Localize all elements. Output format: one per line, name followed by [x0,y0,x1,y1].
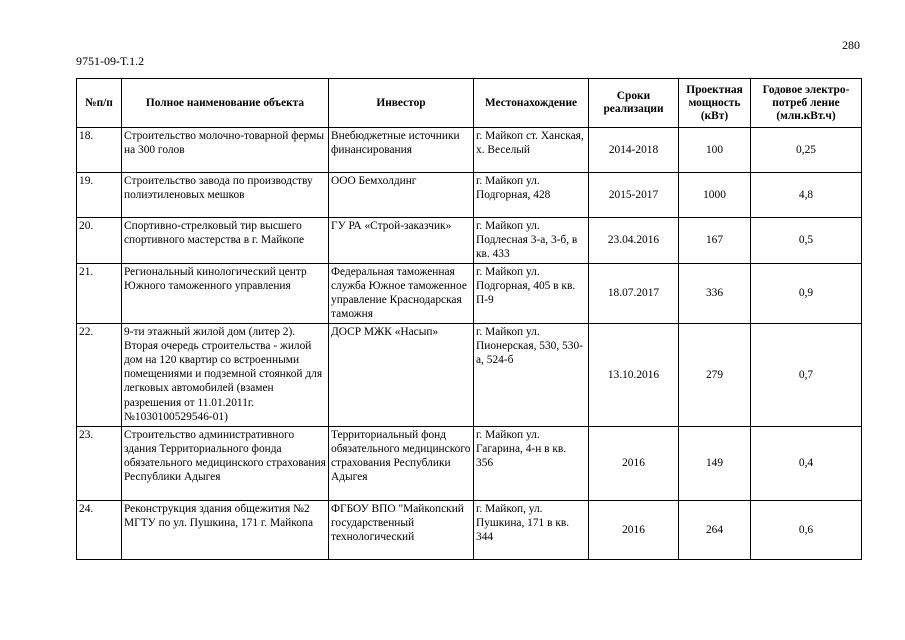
cell-consumption: 4,8 [751,173,862,218]
header-num: №п/п [77,79,122,128]
cell-period: 23.04.2016 [589,218,679,264]
cell-name: 9-ти этажный жилой дом (литер 2). Вторая очередь строительства - жилой дом на 120 квартир со встроенными помещениями и подземной стоянкой для легковых автомобилей (взамен разрешения от 11.01.2011г. №1030100529546-01) [122,323,329,426]
header-name: Полное наименование объекта [122,79,329,128]
table-row [77,173,862,218]
table-row [77,128,862,173]
cell-power: 100 [679,128,751,173]
cell-name: Региональный кинологический центр Южного таможенного управления [122,263,329,323]
header-investor: Инвестор [329,79,474,128]
cell-consumption: 0,4 [751,426,862,500]
cell-num: 22. [77,323,122,426]
header-period: Сроки реализации [589,79,679,128]
cell-consumption: 0,6 [751,500,862,559]
cell-period: 2016 [589,500,679,559]
cell-location: г. Майкоп ул. Подгорная, 405 в кв. П-9 [474,263,589,323]
cell-location: г. Майкоп ул. Подгорная, 428 [474,173,589,218]
cell-investor: ГУ РА «Строй-заказчик» [329,218,474,264]
cell-investor: Внебюджетные источники финансирования [329,128,474,173]
table-row [77,426,862,500]
cell-name: Строительство административного здания Территориального фонда обязательного медицинского страхования Республики Адыгея [122,426,329,500]
cell-period: 2016 [589,426,679,500]
cell-power: 279 [679,323,751,426]
cell-investor: ДОСР МЖК «Насып» [329,323,474,426]
cell-name: Спортивно-стрелковый тир высшего спортивного мастерства в г. Майкопе [122,218,329,264]
cell-num: 20. [77,218,122,264]
table-row [77,263,862,323]
cell-period: 2014-2018 [589,128,679,173]
header-consumption: Годовое электро-потреб ление (млн.кВт.ч) [751,79,862,128]
cell-consumption: 0,9 [751,263,862,323]
cell-location: г. Майкоп ул. Гагарина, 4-н в кв. 356 [474,426,589,500]
cell-period: 18.07.2017 [589,263,679,323]
cell-consumption: 0,25 [751,128,862,173]
cell-location: г. Майкоп ул. Подлесная 3-а, 3-б, в кв. 433 [474,218,589,264]
objects-table [76,78,862,560]
table-row [77,323,862,426]
cell-investor: Территориальный фонд обязательного медицинского страхования Республики Адыгея [329,426,474,500]
table-row [77,500,862,559]
cell-name: Строительство завода по производству полиэтиленовых мешков [122,173,329,218]
cell-investor: ФГБОУ ВПО "Майкопский государственный технологический [329,500,474,559]
table-header-row [77,79,862,128]
page-number: 280 [842,38,860,52]
cell-num: 21. [77,263,122,323]
cell-power: 264 [679,500,751,559]
cell-name: Реконструкция здания общежития №2 МГТУ по ул. Пушкина, 171 г. Майкопа [122,500,329,559]
cell-location: г. Майкоп ст. Ханская, х. Веселый [474,128,589,173]
table-row [77,218,862,264]
header-location: Местонахождение [474,79,589,128]
cell-name: Строительство молочно-товарной фермы на 300 голов [122,128,329,173]
cell-investor: ООО Бемхолдинг [329,173,474,218]
cell-investor: Федеральная таможенная служба Южное таможенное управление Краснодарская таможня [329,263,474,323]
header-power: Проектная мощность (кВт) [679,79,751,128]
cell-power: 149 [679,426,751,500]
cell-num: 24. [77,500,122,559]
cell-num: 19. [77,173,122,218]
cell-num: 23. [77,426,122,500]
cell-location: г. Майкоп ул. Пионерская, 530, 530-а, 524-б [474,323,589,426]
cell-num: 18. [77,128,122,173]
cell-location: г. Майкоп, ул. Пушкина, 171 в кв. 344 [474,500,589,559]
cell-consumption: 0,5 [751,218,862,264]
cell-consumption: 0,7 [751,323,862,426]
cell-period: 13.10.2016 [589,323,679,426]
cell-power: 1000 [679,173,751,218]
cell-power: 167 [679,218,751,264]
document-code: 9751-09-Т.1.2 [76,54,145,68]
cell-period: 2015-2017 [589,173,679,218]
cell-power: 336 [679,263,751,323]
